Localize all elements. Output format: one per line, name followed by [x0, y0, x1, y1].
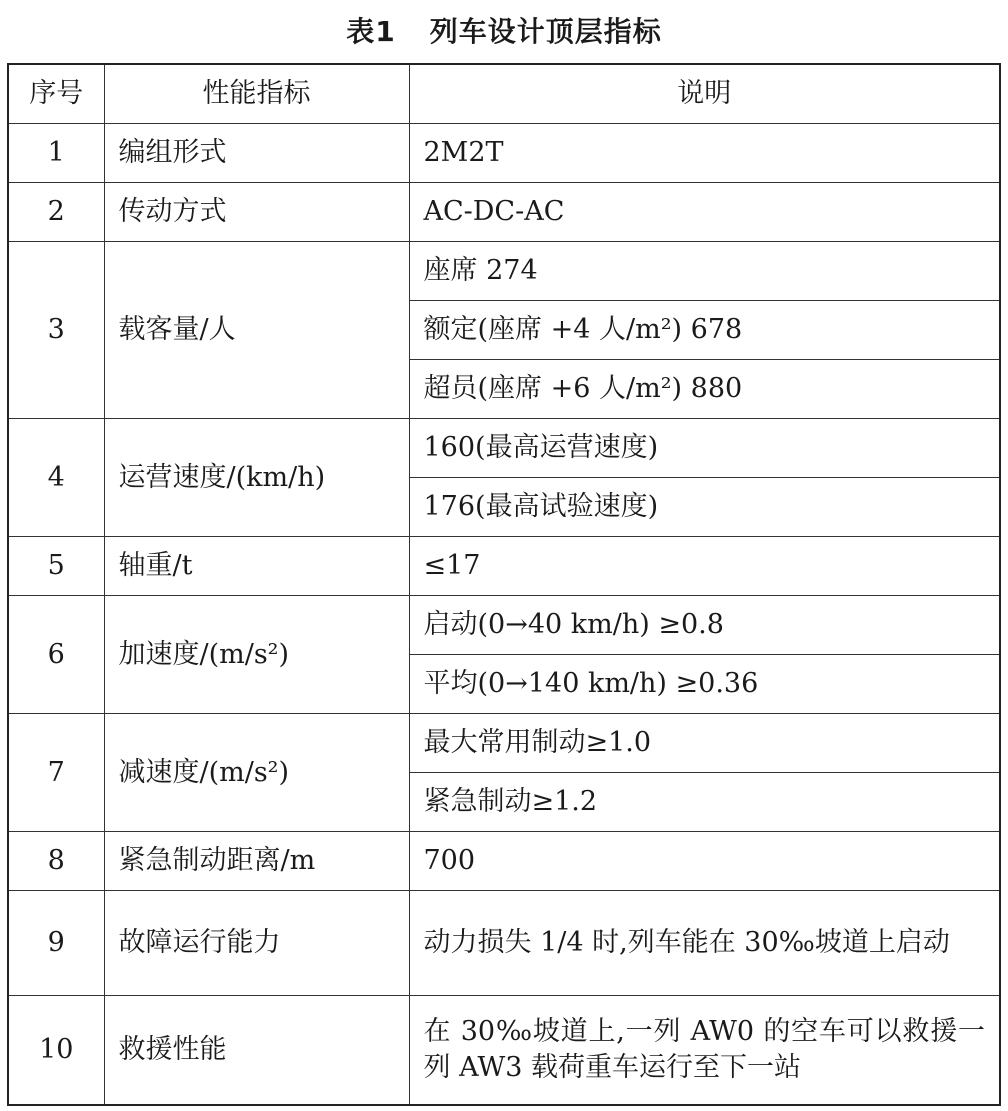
row-desc: 超员(座席 +6 人/m²) 880 — [409, 360, 1000, 419]
row-desc: 座席 274 — [409, 242, 1000, 301]
row-no: 6 — [8, 596, 104, 714]
row-name: 运营速度/(km/h) — [104, 419, 409, 537]
row-desc: 2M2T — [409, 124, 1000, 183]
row-name: 故障运行能力 — [104, 891, 409, 996]
row-desc: 在 30‰坡道上,一列 AW0 的空车可以救援一列 AW3 载荷重车运行至下一站 — [409, 996, 1000, 1106]
table-row — [8, 891, 1000, 996]
row-name: 轴重/t — [104, 537, 409, 596]
table-row — [8, 419, 1000, 478]
row-desc: 平均(0→140 km/h) ≥0.36 — [409, 655, 1000, 714]
row-no: 3 — [8, 242, 104, 419]
table-row — [8, 242, 1000, 301]
table-row — [8, 537, 1000, 596]
table-number: 表1 — [346, 15, 396, 48]
row-no: 8 — [8, 832, 104, 891]
row-name: 载客量/人 — [104, 242, 409, 419]
row-desc: 紧急制动≥1.2 — [409, 773, 1000, 832]
row-desc: 176(最高试验速度) — [409, 478, 1000, 537]
header-no: 序号 — [8, 64, 104, 124]
row-desc: 最大常用制动≥1.0 — [409, 714, 1000, 773]
table-row — [8, 832, 1000, 891]
row-name: 编组形式 — [104, 124, 409, 183]
table-row — [8, 714, 1000, 773]
header-row — [8, 64, 1000, 124]
row-desc: ≤17 — [409, 537, 1000, 596]
table-title: 列车设计顶层指标 — [429, 15, 662, 48]
row-name: 紧急制动距离/m — [104, 832, 409, 891]
table-row — [8, 596, 1000, 655]
table-caption — [0, 0, 1008, 60]
table-row — [8, 124, 1000, 183]
row-desc: 160(最高运营速度) — [409, 419, 1000, 478]
table-row — [8, 183, 1000, 242]
row-name: 加速度/(m/s²) — [104, 596, 409, 714]
header-name: 性能指标 — [104, 64, 409, 124]
row-name: 减速度/(m/s²) — [104, 714, 409, 832]
row-desc: 动力损失 1/4 时,列车能在 30‰坡道上启动 — [409, 891, 1000, 996]
row-no: 10 — [8, 996, 104, 1106]
table-row — [8, 996, 1000, 1106]
row-name: 传动方式 — [104, 183, 409, 242]
header-desc: 说明 — [409, 64, 1000, 124]
row-no: 4 — [8, 419, 104, 537]
row-desc: 额定(座席 +4 人/m²) 678 — [409, 301, 1000, 360]
row-no: 1 — [8, 124, 104, 183]
row-no: 9 — [8, 891, 104, 996]
row-no: 7 — [8, 714, 104, 832]
row-desc: 启动(0→40 km/h) ≥0.8 — [409, 596, 1000, 655]
row-name: 救援性能 — [104, 996, 409, 1106]
row-no: 2 — [8, 183, 104, 242]
row-desc: AC-DC-AC — [409, 183, 1000, 242]
row-no: 5 — [8, 537, 104, 596]
row-desc: 700 — [409, 832, 1000, 891]
spec-table — [7, 63, 1001, 1106]
